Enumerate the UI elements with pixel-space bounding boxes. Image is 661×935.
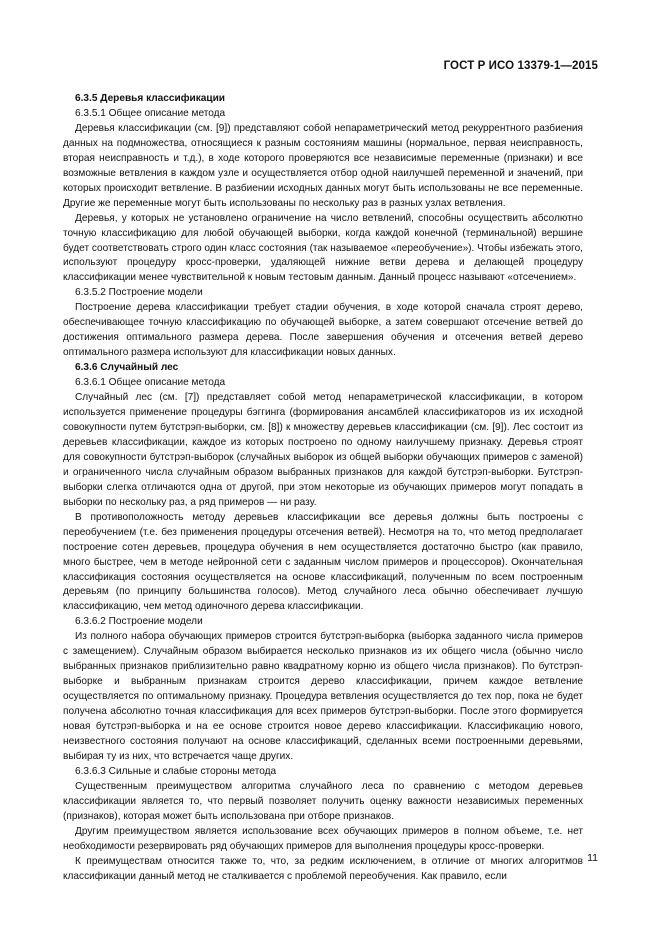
subsection-heading-6-3-6-2: 6.3.6.2 Построение модели: [75, 616, 203, 628]
section-heading-6-3-5: 6.3.5 Деревья классификации: [75, 93, 226, 104]
subsection-heading-6-3-6-1: 6.3.6.1 Общее описание метода: [75, 377, 226, 389]
body-paragraph: Деревья, у которых не установлено ограничение на число ветвлений, способны осуществить абсолютно точную классификацию для любой обучающей выборки, когда каждой конечной (терминальной) вершине будет соответствовать строго один класс состояния (так называемое «переобучение»). Чтобы избежать этого, используют процедуру кросс-проверки, удаляющей нижние ветви дерева и делающей процедуру классификации менее чувствительной к новым тестовым данным. Данный процесс называют «отсечением».: [63, 212, 583, 284]
body-paragraph: Существенным преимуществом алгоритма случайного леса по сравнению с методом деревьев классификации является то, что первый позволяет получить оценку важности независимых переменных (признаков), которая может быть использована при отборе признаков.: [63, 780, 583, 822]
page-number: 11: [587, 852, 598, 864]
subsection-heading-6-3-5-1: 6.3.5.1 Общее описание метода: [75, 107, 226, 119]
body-paragraph: Построение дерева классификации требует стадии обучения, в ходе которой сначала строят дерево, обеспечивающее точную классификацию по обучающей выборке, а затем совершают отсечение ветвей до достижения оптимального размера дерева. После завершения обучения и отсечения ветвей дерево оптимального размера используют для классификации новых данных.: [63, 302, 583, 359]
standard-header: ГОСТ Р ИСО 13379-1—2015: [443, 60, 598, 72]
document-body: [63, 92, 583, 885]
subsection-heading-6-3-6-3: 6.3.6.3 Сильные и слабые стороны метода: [75, 765, 277, 777]
body-paragraph: К преимуществам относится также то, что, за редким исключением, в отличие от многих алгоритмов классификации данный метод не сталкивается с проблемой переобучения. Как правило, если: [63, 855, 583, 882]
body-paragraph: Другим преимуществом является использование всех обучающих примеров в полном объеме, т.е. нет необходимости резервировать ряд обучающих примеров для выполнения процедуры кросс-проверки.: [63, 825, 583, 852]
body-paragraph: В противоположность методу деревьев классификации все деревья должны быть построены с переобучением (т.е. без применения процедуры отсечения ветвей). Несмотря на то, что метод предполагает построение сотен деревьев, процедура обучения в нем осуществляется достаточно быстро (как правило, много быстрее, чем в методе нейронной сети с заданным числом примеров и процессоров). Окончательная классификация состояния осуществляется на основе классификаций, полученным по всем построенным деревьям (по принципу большинства голосов). Метод случайного леса обычно обеспечивает лучшую классификацию, чем метод одиночного дерева классификации.: [63, 511, 583, 613]
subsection-heading-6-3-5-2: 6.3.5.2 Построение модели: [75, 287, 203, 299]
body-paragraph: Деревья классификации (см. [9]) представляют собой непараметрический метод рекуррентного разбиения данных на подмножества, относящиеся к разным состояниям машины (нормальное, первая неисправность, вторая неисправность и т.д.), в ходе которого проверяются все независимые переменные (признаки) и все возможные ветвления в каждом узле и осуществляется отбор одной наилучшей переменной и значений, при которых происходит ветвление. В разбиении исходных данных могут быть использованы не все переменные. Другие же переменные могут быть использованы по нескольку раз в разных узлах ветвления.: [63, 122, 583, 209]
section-heading-6-3-6: 6.3.6 Случайный лес: [75, 362, 179, 374]
body-paragraph: Из полного набора обучающих примеров строится бутстрэп-выборка (выборка заданного числа примеров с замещением). Случайным образом выбирается несколько признаков из их общего числа (обычно число выбранных признаков приблизительно равно квадратному корню из общего числа признаков). По бутстрэп-выборке и выбранным признакам строится дерево классификации, причем каждое ветвление осуществляется по оптимальному признаку. Процедура ветвления осуществляется до тех пор, пока не будет получена абсолютно точная классификация для всех примеров бутстрэп-выборки. После этого формируется новая бутстрэп-выборка и на ее основе строится новое дерево классификации. Классификацию нового, неизвестного состояния получают на основе классификаций, сделанных всеми построенными деревьями, выбирая ту из них, что встречается чаще других.: [63, 631, 583, 762]
body-paragraph: Случайный лес (см. [7]) представляет собой метод непараметрической классификации, в котором используется применение процедуры бэггинга (формирования ансамблей классификаторов из их исходной совокупности путем бутстрэп-выборки, см. [8]) к множеству деревьев классификации (см. [9]). Лес состоит из деревьев классификации, каждое из которых построено по одному наилучшему признаку. Деревья строят для совокупности бутстрэп-выборок (случайных выборок из общей выборки обучающих примеров с заменой) и ограниченного числа случайным образом выбранных признаков для каждой бутстрэп-выборки. Бутстрэп-выборки слегка отличаются одна от другой, при этом некоторые из обучающих примеров могут попадать в выборки по нескольку раз, а ряд примеров — ни разу.: [63, 392, 583, 508]
